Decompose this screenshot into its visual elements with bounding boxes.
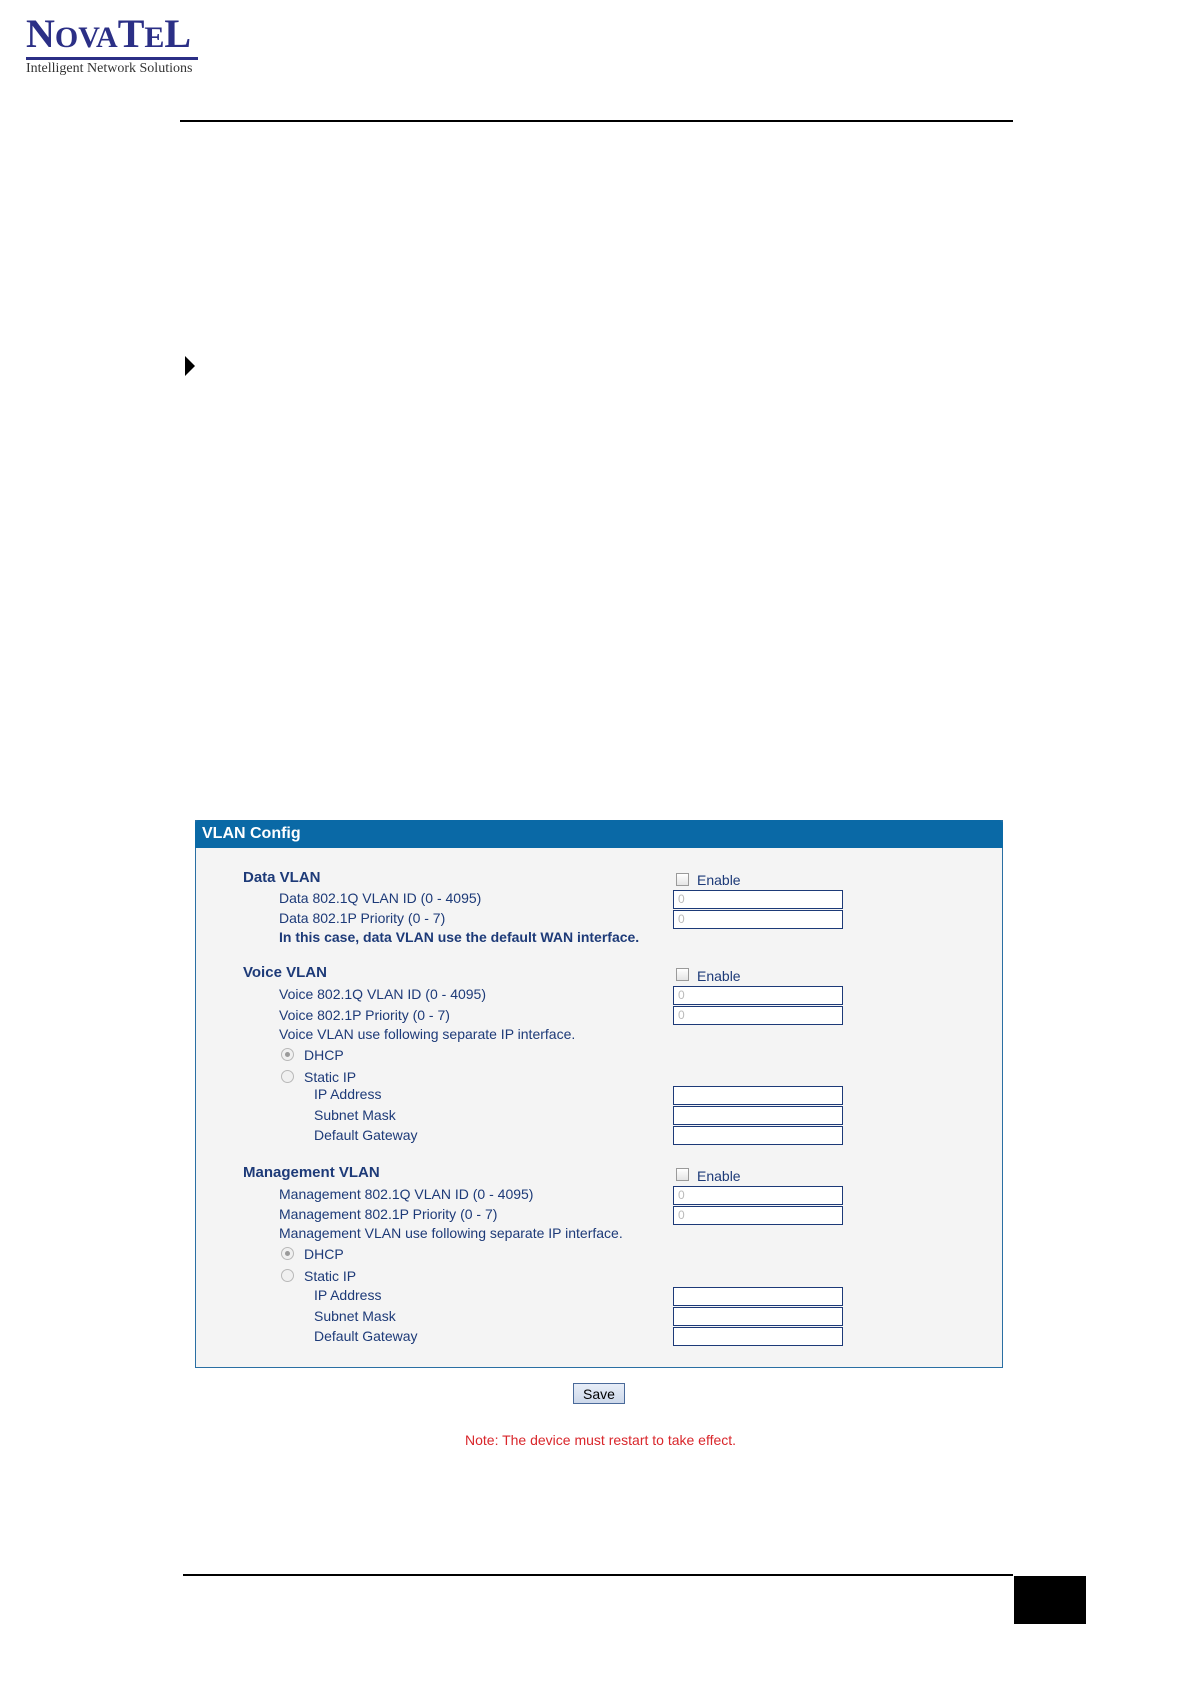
voice-vlan-id-label: Voice 802.1Q VLAN ID (0 - 4095) [279, 986, 486, 1002]
data-vlan-enable-label: Enable [697, 872, 741, 888]
management-dhcp-label: DHCP [304, 1246, 344, 1262]
voice-vlan-enable-checkbox[interactable] [676, 968, 689, 981]
voice-subnet-mask-input[interactable] [673, 1106, 843, 1125]
voice-dhcp-label: DHCP [304, 1047, 344, 1063]
management-subnet-mask-input[interactable] [673, 1307, 843, 1326]
logo-underline [26, 57, 198, 60]
page-number-box [1014, 1576, 1086, 1624]
management-subnet-mask-label: Subnet Mask [314, 1308, 396, 1324]
data-vlan-priority-label: Data 802.1P Priority (0 - 7) [279, 910, 446, 926]
voice-vlan-priority-label: Voice 802.1P Priority (0 - 7) [279, 1007, 450, 1023]
data-vlan-enable-checkbox[interactable] [676, 873, 689, 886]
company-logo [26, 11, 206, 76]
management-vlan-enable-checkbox[interactable] [676, 1168, 689, 1181]
data-vlan-id-label: Data 802.1Q VLAN ID (0 - 4095) [279, 890, 482, 906]
voice-ip-address-label: IP Address [314, 1086, 382, 1102]
logo-wordmark: NOVATEL [26, 11, 192, 56]
management-gateway-input[interactable] [673, 1327, 843, 1346]
voice-vlan-enable-label: Enable [697, 968, 741, 984]
management-static-ip-label: Static IP [304, 1268, 357, 1284]
management-vlan-id-label: Management 802.1Q VLAN ID (0 - 4095) [279, 1186, 534, 1202]
voice-vlan-id-input[interactable]: 0 [673, 986, 843, 1005]
management-vlan-priority-input[interactable]: 0 [673, 1206, 843, 1225]
voice-subnet-mask-label: Subnet Mask [314, 1107, 396, 1123]
restart-note: Note: The device must restart to take effect. [465, 1432, 737, 1448]
data-vlan-priority-input[interactable]: 0 [673, 910, 843, 929]
data-vlan-id-input[interactable]: 0 [673, 890, 843, 909]
management-vlan-interface-note: Management VLAN use following separate IP interface. [279, 1225, 623, 1241]
management-vlan-id-input[interactable]: 0 [673, 1186, 843, 1205]
voice-static-ip-radio[interactable] [281, 1070, 294, 1083]
save-button[interactable]: Save [573, 1383, 625, 1404]
management-ip-address-label: IP Address [314, 1287, 382, 1303]
bullet-arrow-icon [185, 356, 195, 376]
management-vlan-enable-label: Enable [697, 1168, 741, 1184]
voice-vlan-interface-note: Voice VLAN use following separate IP interface. [279, 1026, 576, 1042]
voice-dhcp-radio[interactable] [281, 1048, 294, 1061]
voice-vlan-priority-input[interactable]: 0 [673, 1006, 843, 1025]
management-vlan-title: Management VLAN [243, 1164, 380, 1181]
footer-divider [183, 1574, 1013, 1576]
voice-gateway-input[interactable] [673, 1126, 843, 1145]
header-divider [180, 120, 1013, 122]
management-gateway-label: Default Gateway [314, 1328, 418, 1344]
logo-tagline: Intelligent Network Solutions [26, 61, 193, 76]
management-static-ip-radio[interactable] [281, 1269, 294, 1282]
management-ip-address-input[interactable] [673, 1287, 843, 1306]
management-dhcp-radio[interactable] [281, 1247, 294, 1260]
voice-vlan-title: Voice VLAN [243, 964, 327, 981]
management-vlan-priority-label: Management 802.1P Priority (0 - 7) [279, 1206, 498, 1222]
panel-title: VLAN Config [195, 820, 1003, 848]
data-vlan-title: Data VLAN [243, 869, 321, 886]
voice-ip-address-input[interactable] [673, 1086, 843, 1105]
data-vlan-note: In this case, data VLAN use the default WAN interface. [279, 929, 640, 945]
vlan-config-panel [195, 820, 1003, 1368]
voice-static-ip-label: Static IP [304, 1069, 357, 1085]
voice-gateway-label: Default Gateway [314, 1127, 418, 1143]
